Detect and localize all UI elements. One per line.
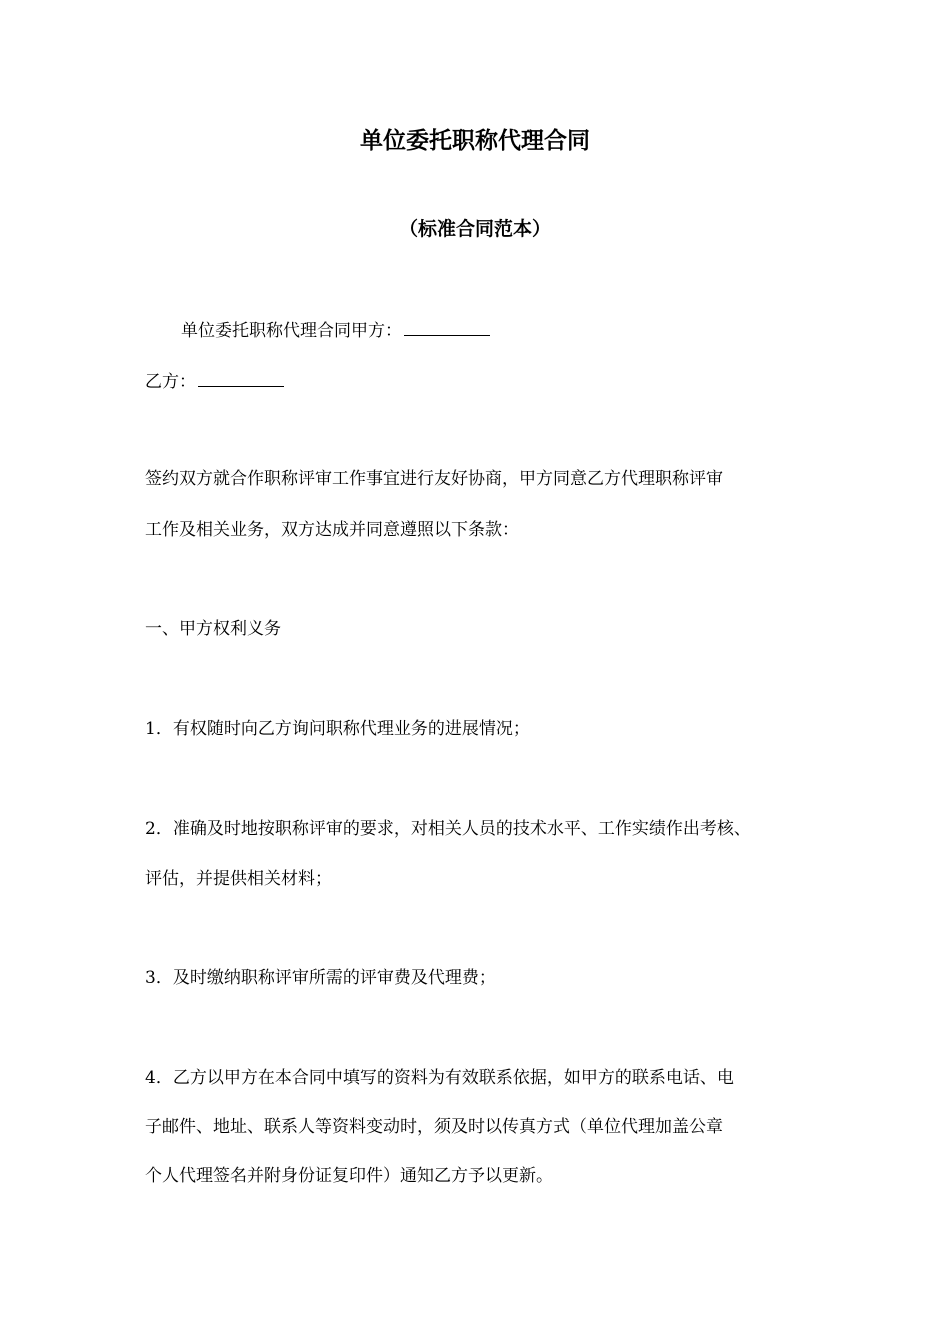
party-b-blank [198, 372, 284, 387]
section-1-heading: 一、甲方权利义务 [145, 619, 281, 639]
party-a-line [181, 320, 490, 342]
party-b-line [145, 371, 284, 393]
clause-4-line-2: 子邮件、地址、联系人等资料变动时，须及时以传真方式（单位代理加盖公章 [145, 1117, 723, 1137]
party-a-blank [404, 321, 490, 336]
intro-line-2: 工作及相关业务，双方达成并同意遵照以下条款： [145, 520, 519, 540]
clause-4-line-3: 个人代理签名并附身份证复印件）通知乙方予以更新。 [145, 1166, 553, 1186]
intro-line-1: 签约双方就合作职称评审工作事宜进行友好协商，甲方同意乙方代理职称评审 [145, 469, 723, 489]
clause-2-line-2: 评估，并提供相关材料； [145, 869, 332, 889]
clause-2-line-1: 2．准确及时地按职称评审的要求，对相关人员的技术水平、工作实绩作出考核、 [145, 819, 751, 839]
document-title: 单位委托职称代理合同 [360, 128, 590, 154]
clause-1: 1．有权随时向乙方询问职称代理业务的进展情况； [145, 719, 530, 739]
party-b-label: 乙方： [145, 372, 196, 392]
party-a-label: 单位委托职称代理合同甲方： [181, 321, 402, 341]
clause-3: 3．及时缴纳职称评审所需的评审费及代理费； [145, 968, 496, 988]
document-subtitle: （标准合同范本） [398, 218, 551, 240]
clause-4-line-1: 4．乙方以甲方在本合同中填写的资料为有效联系依据，如甲方的联系电话、电 [145, 1068, 734, 1088]
